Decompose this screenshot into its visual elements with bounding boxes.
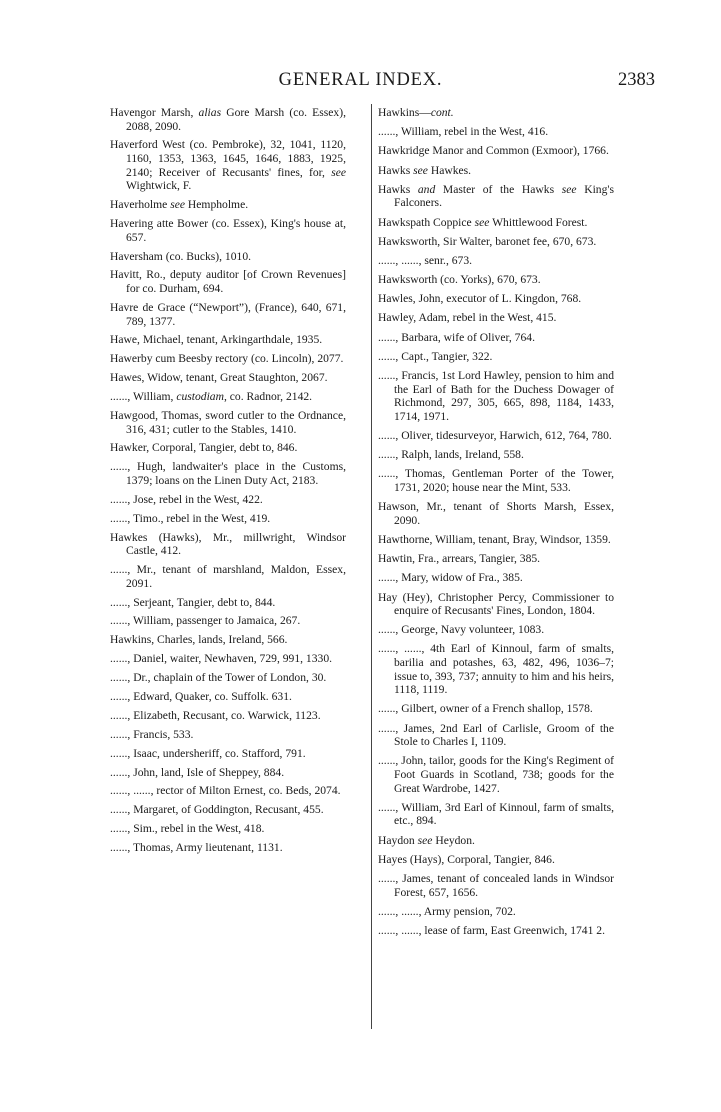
page-title: GENERAL INDEX. xyxy=(278,70,443,90)
index-entry: Hawley, Adam, rebel in the West, 415. xyxy=(378,311,557,325)
page-header xyxy=(0,68,721,98)
index-entry: Hawksworth (co. Yorks), 670, 673. xyxy=(378,273,541,287)
index-entry: Hawkes (Hawks), Mr., millwright, Windsor Castle, 412. xyxy=(110,530,346,558)
index-entry: ......, Francis, 1st Lord Hawley, pension to him and the Earl of Bath for the Duchess Dowager of Richmond, 297, 305, 665, 898, 1184, 1433, 1714, 1971. xyxy=(378,369,614,423)
index-entry: ......, Sim., rebel in the West, 418. xyxy=(110,822,265,836)
index-entry: ......, ......, 4th Earl of Kinnoul, farm of smalts, barilia and potashes, 63, 482, 496, 1036–7; issue to, 393, 737; annuity to him and his heirs, 1118, 1119. xyxy=(378,642,614,697)
index-entry: Havengor Marsh, alias Gore Marsh (co. Essex), 2088, 2090. xyxy=(110,106,346,133)
index-entry: Hawkridge Manor and Common (Exmoor), 1766. xyxy=(378,144,609,158)
column-divider xyxy=(371,104,372,1029)
index-entry: ......, George, Navy volunteer, 1083. xyxy=(378,623,545,637)
index-entry: ......, Francis, 533. xyxy=(110,727,194,741)
index-entry: Haverford West (co. Pembroke), 32, 1041, 1120, 1160, 1353, 1363, 1645, 1646, 1883, 1925, 2140; Receiver of Recusants' fines, for, see Wightwick, F. xyxy=(110,138,346,193)
index-entry: ......, William, rebel in the West, 416. xyxy=(378,125,549,139)
index-entry: Haversham (co. Bucks), 1010. xyxy=(110,249,252,263)
index-entry: ......, Timo., rebel in the West, 419. xyxy=(110,511,271,525)
index-entry: ......, Mr., tenant of marshland, Maldon, Essex, 2091. xyxy=(110,563,346,590)
index-entry: ......, Isaac, undersheriff, co. Stafford, 791. xyxy=(110,746,306,760)
index-entry: Havitt, Ro., deputy auditor [of Crown Revenues] for co. Durham, 694. xyxy=(110,268,346,296)
index-entry: ......, ......, rector of Milton Ernest, co. Beds, 2074. xyxy=(110,784,341,798)
index-entry: ......, ......, lease of farm, East Greenwich, 1741 2. xyxy=(378,923,605,937)
index-entry: Havre de Grace (“Newport”), (France), 640, 671, 789, 1377. xyxy=(110,300,346,328)
index-entry: ......, Dr., chaplain of the Tower of London, 30. xyxy=(110,671,327,685)
index-entry: ......, John, tailor, goods for the King's Regiment of Foot Guards in Scotland, 738; goods for the Great Wardrobe, 1427. xyxy=(378,754,614,795)
index-entry: ......, Gilbert, owner of a French shallop, 1578. xyxy=(378,702,593,716)
index-entry: Hawkins, Charles, lands, Ireland, 566. xyxy=(110,633,288,647)
index-entry: Havering atte Bower (co. Essex), King's house at, 657. xyxy=(110,217,346,244)
index-entry: ......, William, custodiam, co. Radnor, 2142. xyxy=(110,390,313,404)
index-entry: Hawles, John, executor of L. Kingdon, 768. xyxy=(378,292,582,306)
index-entry: Hawerby cum Beesby rectory (co. Lincoln), 2077. xyxy=(110,352,344,366)
index-entry: Hawker, Corporal, Tangier, debt to, 846. xyxy=(110,441,298,455)
index-entry: Hawkins—cont. xyxy=(378,106,454,119)
index-entry: ......, Daniel, waiter, Newhaven, 729, 991, 1330. xyxy=(110,652,333,666)
index-entry: Hawes, Widow, tenant, Great Staughton, 2067. xyxy=(110,371,328,385)
index-entry: ......, Serjeant, Tangier, debt to, 844. xyxy=(110,595,276,609)
index-entry: Haydon see Heydon. xyxy=(378,833,475,847)
index-entry: Hawthorne, William, tenant, Bray, Windsor, 1359. xyxy=(378,532,611,546)
index-entry: Hawtin, Fra., arrears, Tangier, 385. xyxy=(378,552,541,566)
index-entry: Haverholme see Hempholme. xyxy=(110,198,249,212)
index-entry: Hay (Hey), Christopher Percy, Commissioner to enquire of Recusants' Fines, London, 1804. xyxy=(378,590,614,618)
index-entry: Hawgood, Thomas, sword cutler to the Ordnance, 316, 431; cutler to the Stables, 1410. xyxy=(110,408,346,436)
index-entry: ......, Ralph, lands, Ireland, 558. xyxy=(378,448,524,462)
index-entry: ......, ......, Army pension, 702. xyxy=(378,904,516,918)
index-entry: ......, Hugh, landwaiter's place in the Customs, 1379; loans on the Linen Duty Act, 2183. xyxy=(110,460,346,487)
index-entry: ......, Thomas, Gentleman Porter of the Tower, 1731, 2020; house near the Mint, 533. xyxy=(378,467,614,494)
index-entry: Hayes (Hays), Corporal, Tangier, 846. xyxy=(378,852,555,866)
index-entry: Hawks and Master of the Hawks see King's Falconers. xyxy=(378,182,614,210)
index-entry: ......, Jose, rebel in the West, 422. xyxy=(110,492,263,506)
index-entry: ......, William, 3rd Earl of Kinnoul, farm of smalts, etc., 894. xyxy=(378,800,614,828)
index-entry: Hawson, Mr., tenant of Shorts Marsh, Essex, 2090. xyxy=(378,500,614,527)
index-column-right xyxy=(378,106,614,943)
index-entry: ......, James, 2nd Earl of Carlisle, Groom of the Stole to Charles I, 1109. xyxy=(378,721,614,749)
index-entry: Hawksworth, Sir Walter, baronet fee, 670, 673. xyxy=(378,234,597,248)
index-entry: ......, Thomas, Army lieutenant, 1131. xyxy=(110,841,283,855)
index-entry: ......, Edward, Quaker, co. Suffolk. 631. xyxy=(110,690,292,704)
index-entry: ......, John, land, Isle of Sheppey, 884. xyxy=(110,765,285,779)
index-entry: Hawe, Michael, tenant, Arkingarthdale, 1935. xyxy=(110,333,323,347)
index-entry: ......, Mary, widow of Fra., 385. xyxy=(378,571,523,585)
index-entry: Hawkspath Coppice see Whittlewood Forest. xyxy=(378,215,588,229)
index-entry: ......, James, tenant of concealed lands in Windsor Forest, 657, 1656. xyxy=(378,871,614,899)
index-entry: ......, Oliver, tidesurveyor, Harwich, 612, 764, 780. xyxy=(378,429,612,442)
index-entry: ......, William, passenger to Jamaica, 267. xyxy=(110,614,301,628)
index-column-left xyxy=(110,106,346,855)
index-entry: ......, Barbara, wife of Oliver, 764. xyxy=(378,330,535,344)
index-entry: Hawks see Hawkes. xyxy=(378,163,472,177)
index-entry: ......, ......, senr., 673. xyxy=(378,253,473,267)
index-entry: ......, Elizabeth, Recusant, co. Warwick, 1123. xyxy=(110,708,321,722)
index-entry: ......, Margaret, of Goddington, Recusant, 455. xyxy=(110,803,324,817)
index-entry: ......, Capt., Tangier, 322. xyxy=(378,349,493,363)
page-number: 2383 xyxy=(618,70,655,90)
